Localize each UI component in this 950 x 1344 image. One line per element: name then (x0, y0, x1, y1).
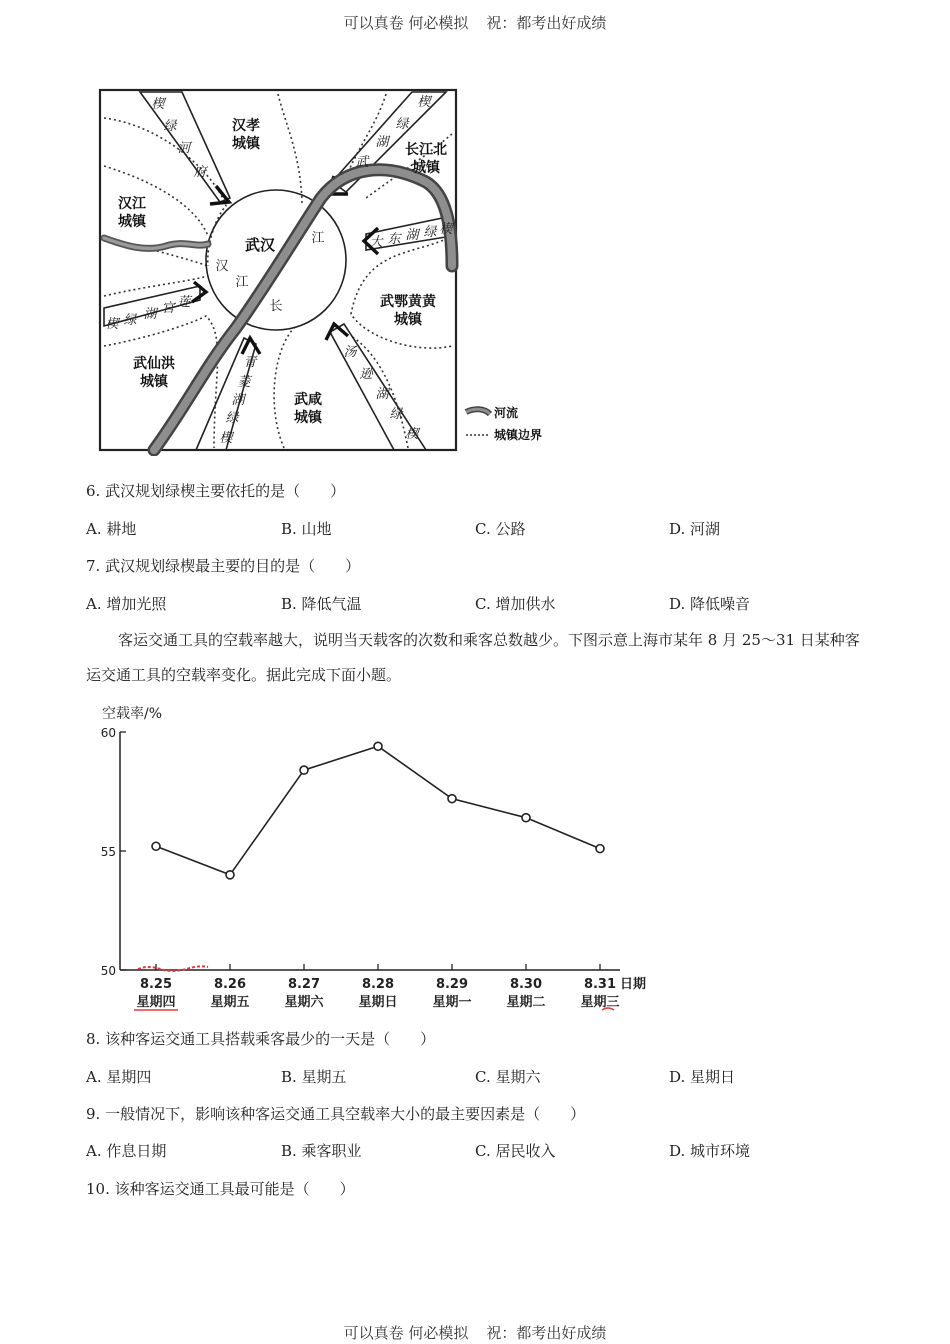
q9-option-a[interactable]: A. 作息日期 (86, 1142, 167, 1160)
question-9: 9. 一般情况下，影响该种客运交通工具空载率大小的最主要因素是（ ） (86, 1105, 586, 1123)
weekday-label: 星期一 (432, 995, 472, 1010)
q7-option-b[interactable]: B. 降低气温 (281, 595, 362, 613)
data-point (448, 795, 456, 803)
wedge-dadonghu-1: 东 (387, 232, 401, 247)
wedge-qingling-4: 楔 (219, 431, 233, 446)
wedge-dadonghu-0: 大 (369, 235, 383, 250)
wedge-qingling-2: 湖 (231, 393, 245, 408)
town-wuxianhong-2: 城镇 (140, 374, 168, 390)
y-tick-label: 50 (100, 964, 116, 978)
x-tick-label: 8.28 (361, 977, 395, 992)
q8-option-c[interactable]: C. 星期六 (475, 1068, 541, 1086)
river-chang-0: 江 (311, 231, 325, 246)
town-wuxianhong-1: 武仙洪 (133, 356, 175, 372)
weekday-label: 星期二 (506, 995, 546, 1010)
question-10: 10. 该种客运交通工具最可能是（ ） (86, 1180, 355, 1198)
x-tick-label: 8.30 (509, 977, 543, 992)
weekday-label: 星期五 (210, 995, 250, 1010)
wedge-guanlian-3: 官 (161, 301, 175, 316)
data-point (300, 766, 308, 774)
town-wuehuanghuang-1: 武鄂黄黄 (380, 294, 436, 310)
q7-option-a[interactable]: A. 增加光照 (86, 595, 167, 613)
town-hanjiang-2: 城镇 (118, 214, 146, 230)
wedge-fuhe-0: 楔 (151, 97, 165, 112)
page-footer (0, 1322, 950, 1343)
river-chang-1: 长 (269, 299, 283, 314)
x-tick-label: 8.26 (213, 977, 247, 992)
q8-option-a[interactable]: A. 星期四 (86, 1068, 152, 1086)
x-tick-label: 8.31 (583, 977, 617, 992)
wedge-tangxun-4: 楔 (405, 427, 419, 442)
x-tick-label: 8.25 (139, 977, 173, 992)
weekday-label: 星期三 (580, 995, 620, 1010)
legend-river: 河流 (494, 406, 519, 420)
center-wuhan: 武汉 (244, 236, 276, 254)
wedge-guanlian-2: 湖 (143, 307, 157, 322)
q6-option-a[interactable]: A. 耕地 (86, 520, 137, 538)
wedge-fuhe-1: 绿 (163, 119, 177, 134)
x-tick-label: 8.27 (287, 977, 321, 992)
data-point (596, 845, 604, 853)
series-line (156, 746, 600, 875)
data-point (374, 742, 382, 750)
question-7: 7. 武汉规划绿楔最主要的目的是（ ） (86, 557, 361, 575)
q6-option-d[interactable]: D. 河湖 (669, 520, 721, 538)
footer-left: 可以真卷 何必模拟 (343, 1324, 469, 1342)
q7-option-c[interactable]: C. 增加供水 (475, 595, 556, 613)
page-header (0, 12, 950, 33)
wedge-wuhu-1: 绿 (395, 117, 409, 132)
wedge-qingling-3: 绿 (225, 411, 239, 426)
wedge-guanlian-4: 莲 (177, 295, 191, 310)
wedge-guanlian-1: 绿 (123, 313, 137, 328)
wedge-dadonghu-4: 楔 (439, 222, 453, 237)
weekday-label: 星期四 (136, 995, 176, 1010)
intro-text: 客运交通工具的空载率越大，说明当天载客的次数和乘客总数越少。下图示意上海市某年 8 月 25～31 日某种客运交通工具的空载率变化。据此完成下面小题。 (86, 631, 860, 684)
empty-load-rate-chart (90, 698, 670, 1018)
wedge-qingling-0: 青 (243, 355, 257, 370)
wedge-dadonghu-2: 湖 (405, 228, 419, 243)
q9-option-c[interactable]: C. 居民收入 (475, 1142, 556, 1160)
q6-option-b[interactable]: B. 山地 (281, 520, 332, 538)
weekday-label: 星期六 (284, 995, 324, 1010)
legend-boundary: 城镇边界 (494, 428, 543, 442)
town-hanjiang-1: 汉江 (118, 196, 146, 212)
question-6: 6. 武汉规划绿楔主要依托的是（ ） (86, 482, 346, 500)
q9-option-b[interactable]: B. 乘客职业 (281, 1142, 362, 1160)
river-han-0: 汉 (215, 259, 229, 274)
wedge-wuhu-3: 武 (355, 155, 369, 170)
wuhan-green-wedge-map (96, 86, 556, 456)
y-tick-label: 55 (100, 845, 116, 859)
wedge-fuhe-2: 河 (177, 141, 191, 156)
wedge-qingling-1: 菱 (237, 375, 251, 390)
q6-option-c[interactable]: C. 公路 (475, 520, 526, 538)
map-legend (466, 405, 542, 442)
weekday-label: 星期日 (358, 995, 398, 1010)
footer-right: 祝：都考出好成绩 (486, 1324, 607, 1342)
data-point (522, 814, 530, 822)
data-point (152, 842, 160, 850)
header-right: 祝：都考出好成绩 (486, 14, 607, 32)
header-left: 可以真卷 何必模拟 (343, 14, 469, 32)
wedge-wuhu-2: 湖 (375, 135, 389, 150)
town-changjiangbei-2: 城镇 (412, 160, 440, 176)
wedge-fuhe-3: 府 (193, 165, 207, 180)
wedge-wuhu-0: 楔 (417, 95, 431, 110)
wedge-tangxun-3: 绿 (389, 407, 403, 422)
town-hanxiao-2: 城镇 (232, 136, 260, 152)
x-tick-label: 8.29 (435, 977, 469, 992)
wedge-guanlian-0: 楔 (105, 317, 119, 332)
q7-option-d[interactable]: D. 降低噪音 (669, 595, 751, 613)
q8-option-b[interactable]: B. 星期五 (281, 1068, 347, 1086)
data-point (226, 871, 234, 879)
town-wuehuanghuang-2: 城镇 (394, 312, 422, 328)
wedge-dadonghu-3: 绿 (423, 225, 437, 240)
town-wuxian-1: 武咸 (294, 392, 322, 408)
q8-option-d[interactable]: D. 星期日 (669, 1068, 736, 1086)
chart-xlabel: 日期 (620, 977, 647, 992)
town-changjiangbei-1: 长江北 (405, 142, 447, 158)
chart-ylabel: 空载率/% (102, 706, 163, 722)
town-hanxiao-1: 汉孝 (232, 118, 260, 134)
wedge-tangxun-0: 汤 (343, 345, 357, 360)
question-8: 8. 该种客运交通工具搭载乘客最少的一天是（ ） (86, 1030, 436, 1048)
q9-option-d[interactable]: D. 城市环境 (669, 1142, 751, 1160)
wedge-tangxun-1: 逊 (359, 367, 373, 382)
town-wuxian-2: 城镇 (294, 410, 322, 426)
intro-paragraph (86, 623, 866, 693)
wedge-tangxun-2: 湖 (375, 387, 389, 402)
river-han-1: 江 (235, 275, 249, 290)
y-tick-label: 60 (100, 726, 116, 740)
